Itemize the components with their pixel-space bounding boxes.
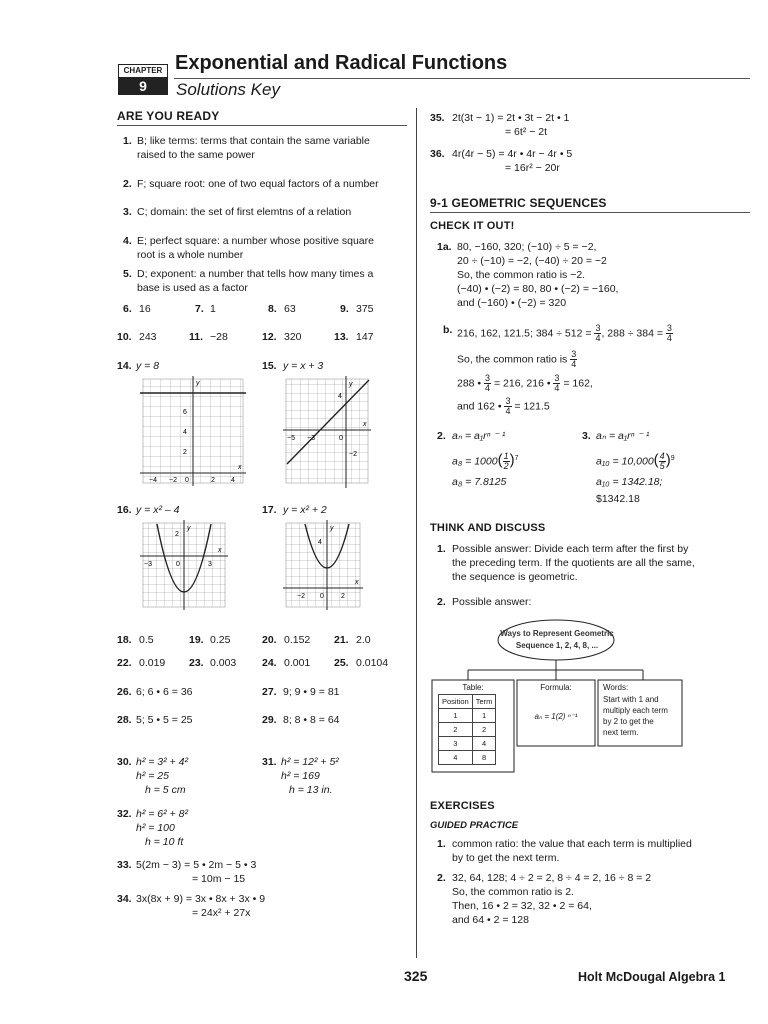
tick-label: −2: [297, 593, 305, 600]
exercises-title: EXERCISES: [430, 800, 495, 812]
answer-text: Possible answer:: [452, 596, 532, 608]
diagram-label: Table:: [462, 683, 484, 692]
equation: aₙ = a₁rⁿ ⁻ ¹: [596, 430, 650, 442]
answer-text: 0.25: [210, 634, 231, 646]
equation: aₙ = a₁rⁿ ⁻ ¹: [452, 430, 506, 442]
table-row: [439, 709, 496, 723]
item-number: 31.: [262, 756, 277, 768]
answer-text: Then, 16 • 2 = 32, 32 • 2 = 64,: [452, 900, 592, 912]
answer-line: [457, 350, 577, 369]
diagram-title-line: Ways to Represent Geometric: [500, 629, 614, 638]
item-number: 2.: [437, 596, 446, 608]
item-number: 20.: [262, 634, 277, 646]
tick-label: 4: [338, 393, 342, 400]
denominator: 5: [659, 461, 665, 472]
graph-17: [283, 520, 363, 610]
diagram-text: next term.: [603, 728, 639, 737]
item-number: 13.: [334, 331, 349, 343]
chapter-number: 9: [118, 78, 168, 95]
item-number: 21.: [334, 634, 349, 646]
book-title: Holt McDougal Algebra 1: [578, 970, 726, 984]
answer-text: common ratio: the value that each term is multiplied: [452, 838, 692, 850]
answer-text: 9; 9 • 9 = 81: [283, 686, 340, 698]
tick-label: 2: [341, 593, 345, 600]
axis-label-x: x: [218, 547, 222, 554]
item-number: 22.: [117, 657, 132, 669]
table-cell: 3: [439, 737, 473, 751]
item-number: 25.: [334, 657, 349, 669]
equation: h² = 6² + 8²: [136, 808, 188, 820]
answer-text: 20 ÷ (−10) = −2, (−40) ÷ 20 = −2: [457, 255, 607, 267]
equation: 5(2m − 3) = 5 • 2m − 5 • 3: [136, 859, 257, 871]
table-cell: 4: [472, 737, 496, 751]
fraction: [553, 374, 560, 393]
answer-text: 0.5: [139, 634, 154, 646]
table-row: [439, 737, 496, 751]
item-number: 12.: [262, 331, 277, 343]
fraction: [484, 374, 491, 393]
equation: = 16r² − 20r: [505, 162, 560, 174]
table-cell: 4: [439, 751, 473, 765]
answer-line: [457, 397, 550, 416]
numerator: 3: [554, 373, 560, 383]
equation: a₈ = 1000: [452, 455, 498, 468]
answer-text: −28: [210, 331, 228, 343]
numerator: 3: [485, 373, 491, 383]
check-it-out-title: CHECK IT OUT!: [430, 220, 515, 232]
item-number: 2.: [123, 178, 132, 190]
tick-label: 0: [176, 561, 180, 568]
denominator: 2: [503, 461, 509, 472]
answer-text: C; domain: the set of first elemtns of a relation: [137, 206, 352, 218]
answer-text: = 162,: [563, 377, 593, 390]
item-number: 11.: [189, 331, 204, 343]
axis-label-x: x: [355, 579, 359, 586]
answer-text: 8; 8 • 8 = 64: [283, 714, 340, 726]
table-header-row: [439, 695, 496, 709]
answer-text: and (−160) • (−2) = 320: [457, 297, 567, 309]
title-rule: [174, 78, 750, 79]
tick-label: 0: [320, 593, 324, 600]
answer-text: and 64 • 2 = 128: [452, 914, 529, 926]
section-rule: [117, 125, 407, 126]
numerator: 3: [595, 323, 601, 333]
answer-text: 6; 6 • 6 = 36: [136, 686, 193, 698]
denominator: 4: [485, 383, 491, 393]
tick-label: −4: [149, 477, 157, 484]
item-number: 1.: [123, 135, 132, 147]
item-number: 29.: [262, 714, 277, 726]
item-number: 30.: [117, 756, 132, 768]
equation-line: [452, 452, 519, 471]
fraction: [659, 452, 666, 471]
answer-text: 0.0104: [356, 657, 389, 669]
section-rule: [430, 212, 750, 213]
item-number: 4.: [123, 235, 132, 247]
item-number: 5.: [123, 268, 132, 280]
answer-text: , 288 ÷ 384 =: [601, 327, 663, 340]
item-number: 26.: [117, 686, 132, 698]
axis-label-x: x: [363, 421, 367, 428]
diagram-text: Start with 1 and: [603, 695, 659, 704]
answer-text: by to get the next term.: [452, 852, 560, 864]
equation: 2t(3t − 1) = 2t • 3t − 2t • 1: [452, 112, 570, 124]
equation: h² = 12² + 5²: [281, 756, 339, 768]
answer-text: B; like terms: terms that contain the same variable: [137, 135, 370, 147]
tick-label: 6: [183, 409, 187, 416]
answer-text: 2.0: [356, 634, 371, 646]
equation: h² = 3² + 4²: [136, 756, 188, 768]
answer-text: 375: [356, 303, 374, 315]
answer-text: 80, −160, 320; (−10) ÷ 5 = −2,: [457, 241, 597, 253]
diagram-text: multiply each term: [603, 706, 668, 715]
item-number: b.: [443, 324, 453, 336]
equation: y = x + 3: [283, 360, 324, 372]
answer-text: E; perfect square: a number whose positive square: [137, 235, 374, 247]
item-number: 19.: [189, 634, 204, 646]
item-number: 34.: [117, 893, 132, 905]
answer-text: Possible answer: Divide each term after the first by: [452, 543, 689, 555]
item-number: 18.: [117, 634, 132, 646]
table-row: [439, 723, 496, 737]
tick-label: 3: [208, 561, 212, 568]
equation: = 24x² + 27x: [192, 907, 251, 919]
item-number: 7.: [195, 303, 204, 315]
answer-text: 16: [139, 303, 151, 315]
equation: a₁₀ = 10,000: [596, 455, 654, 468]
axis-label-y: y: [330, 525, 334, 532]
chapter-label: CHAPTER: [118, 64, 168, 78]
item-number: 28.: [117, 714, 132, 726]
exponent: 7: [514, 455, 519, 462]
item-number: 14.: [117, 360, 132, 372]
answer-text: 320: [284, 331, 302, 343]
paren: ): [665, 451, 671, 469]
answer-text: So, the common ratio is −2.: [457, 269, 586, 281]
equation: h = 10 ft: [145, 836, 184, 848]
table-header-cell: Position: [439, 695, 473, 709]
equation: 4r(4r − 5) = 4r • 4r − 4r • 5: [452, 148, 573, 160]
answer-text: 5; 5 • 5 = 25: [136, 714, 193, 726]
equation: a₈ = 7.8125: [452, 476, 507, 488]
item-number: 16.: [117, 504, 132, 516]
item-number: 23.: [189, 657, 204, 669]
think-and-discuss-title: THINK AND DISCUSS: [430, 522, 546, 534]
answer-text: 0.001: [284, 657, 311, 669]
tick-label: −2: [169, 477, 177, 484]
answer-text: = 216, 216 •: [493, 377, 551, 390]
equation: h² = 25: [136, 770, 169, 782]
numerator: 1: [503, 451, 509, 462]
equation: y = x² – 4: [136, 504, 180, 516]
answer-text: 0.019: [139, 657, 166, 669]
equation: y = x² + 2: [283, 504, 327, 516]
answer-text: = 121.5: [514, 400, 550, 413]
item-number: 17.: [262, 504, 277, 516]
table-row: [439, 751, 496, 765]
guided-practice-title: GUIDED PRACTICE: [430, 820, 519, 831]
item-number: 2.: [437, 430, 446, 442]
graph-15: [283, 376, 371, 488]
item-number: 27.: [262, 686, 277, 698]
answer-text: 147: [356, 331, 374, 343]
paren: (: [497, 451, 503, 469]
item-number: 35.: [430, 112, 445, 124]
answer-line: [457, 324, 673, 343]
table-cell: 8: [472, 751, 496, 765]
tick-label: −5: [287, 435, 295, 442]
table-header-cell: Term: [472, 695, 496, 709]
tick-label: 2: [175, 531, 179, 538]
numerator: 3: [505, 396, 511, 406]
item-number: 1a.: [437, 241, 452, 253]
equation: = 10m − 15: [192, 873, 246, 885]
denominator: 4: [554, 383, 560, 393]
denominator: 4: [571, 359, 577, 369]
equation: h = 13 in.: [289, 784, 333, 796]
numerator: 3: [571, 349, 577, 359]
page-subtitle: Solutions Key: [176, 80, 280, 99]
tick-label: 4: [318, 539, 322, 546]
item-number: 6.: [123, 303, 132, 315]
answer-text: (−40) • (−2) = 80, 80 • (−2) = −160,: [457, 283, 619, 295]
item-number: 33.: [117, 859, 132, 871]
diagram-label: Formula:: [540, 683, 572, 692]
answer-text: 243: [139, 331, 157, 343]
answer-line: [457, 374, 593, 393]
item-number: 1.: [437, 543, 446, 555]
tick-label: 0: [185, 477, 189, 484]
diagram-formula: aₙ = 1(2) ⁿ⁻¹: [534, 712, 578, 721]
answer-text: F; square root: one of two equal factors of a number: [137, 178, 379, 190]
answer-text: base is used as a factor: [137, 282, 248, 294]
answer-text: 32, 64, 128; 4 ÷ 2 = 2, 8 ÷ 4 = 2, 16 ÷ 8 = 2: [452, 872, 652, 884]
page-title: Exponential and Radical Functions: [175, 52, 508, 74]
equation: a₁₀ = 1342.18;: [596, 476, 663, 488]
diagram-title-line: Sequence 1, 2, 4, 8, ...: [515, 641, 599, 650]
paren: ): [509, 451, 515, 469]
tick-label: −2: [349, 451, 357, 458]
item-number: 9.: [340, 303, 349, 315]
answer-text: the preceding term. If the quotients are all the same,: [452, 557, 695, 569]
section-title-geometric-sequences: 9-1 GEOMETRIC SEQUENCES: [430, 196, 607, 210]
item-number: 3.: [123, 206, 132, 218]
tick-label: 2: [183, 449, 187, 456]
fraction: [504, 397, 511, 416]
paren: (: [653, 451, 659, 469]
answer-text: D; exponent: a number that tells how many times a: [137, 268, 374, 280]
equation-line: [596, 452, 675, 471]
axis-label-y: y: [187, 525, 191, 532]
item-number: 3.: [582, 430, 591, 442]
answer-text: So, the common ratio is: [457, 353, 568, 366]
answer-text: 0.003: [210, 657, 237, 669]
column-divider: [416, 108, 417, 958]
numerator: 4: [659, 451, 665, 462]
item-number: 1.: [437, 838, 446, 850]
answer-text: and 162 •: [457, 400, 502, 413]
answer-text: 288 •: [457, 377, 482, 390]
table-cell: 2: [439, 723, 473, 737]
tick-label: 0: [339, 435, 343, 442]
answer-text: the sequence is geometric.: [452, 571, 578, 583]
equation: 3x(8x + 9) = 3x • 8x + 3x • 9: [136, 893, 266, 905]
graph-14: [140, 376, 246, 486]
axis-label-x: x: [238, 464, 242, 471]
axis-label-y: y: [196, 380, 200, 387]
fraction: [666, 324, 673, 343]
denominator: 4: [595, 333, 601, 343]
denominator: 4: [666, 333, 672, 343]
answer-text: 216, 162, 121.5; 384 ÷ 512 =: [457, 327, 592, 340]
equation: = 6t² − 2t: [505, 126, 548, 138]
answer-text: 0.152: [284, 634, 311, 646]
axis-label-y: y: [349, 381, 353, 388]
table-cell: 1: [472, 709, 496, 723]
answer-text: 1: [210, 303, 216, 315]
section-title-are-you-ready: ARE YOU READY: [117, 109, 220, 123]
fraction: [503, 452, 510, 471]
tick-label: 4: [183, 429, 187, 436]
diagram-text: by 2 to get the: [603, 717, 654, 726]
answer-text: 63: [284, 303, 296, 315]
equation: h = 5 cm: [145, 784, 186, 796]
answer-text: So, the common ratio is 2.: [452, 886, 574, 898]
diagram-label: Words:: [603, 683, 629, 692]
item-number: 24.: [262, 657, 277, 669]
tick-label: −3: [144, 561, 152, 568]
tick-label: −3: [307, 435, 315, 442]
denominator: 4: [505, 406, 511, 416]
exponent: 9: [670, 455, 675, 462]
equation: h² = 100: [136, 822, 175, 834]
equation: h² = 169: [281, 770, 320, 782]
answer-text: root is a whole number: [137, 249, 244, 261]
item-number: 10.: [117, 331, 132, 343]
page-number: 325: [404, 968, 428, 984]
tick-label: 4: [231, 477, 235, 484]
table-cell: 1: [439, 709, 473, 723]
fraction: [570, 350, 577, 369]
graph-16: [140, 520, 228, 610]
item-number: 36.: [430, 148, 445, 160]
item-number: 2.: [437, 872, 446, 884]
answer-text: $1342.18: [596, 493, 640, 505]
diagram-table: [438, 694, 496, 765]
item-number: 32.: [117, 808, 132, 820]
equation: y = 8: [136, 360, 160, 372]
item-number: 15.: [262, 360, 277, 372]
table-cell: 2: [472, 723, 496, 737]
tick-label: 2: [211, 477, 215, 484]
answer-text: raised to the same power: [137, 149, 255, 161]
item-number: 8.: [268, 303, 277, 315]
numerator: 3: [666, 323, 672, 333]
